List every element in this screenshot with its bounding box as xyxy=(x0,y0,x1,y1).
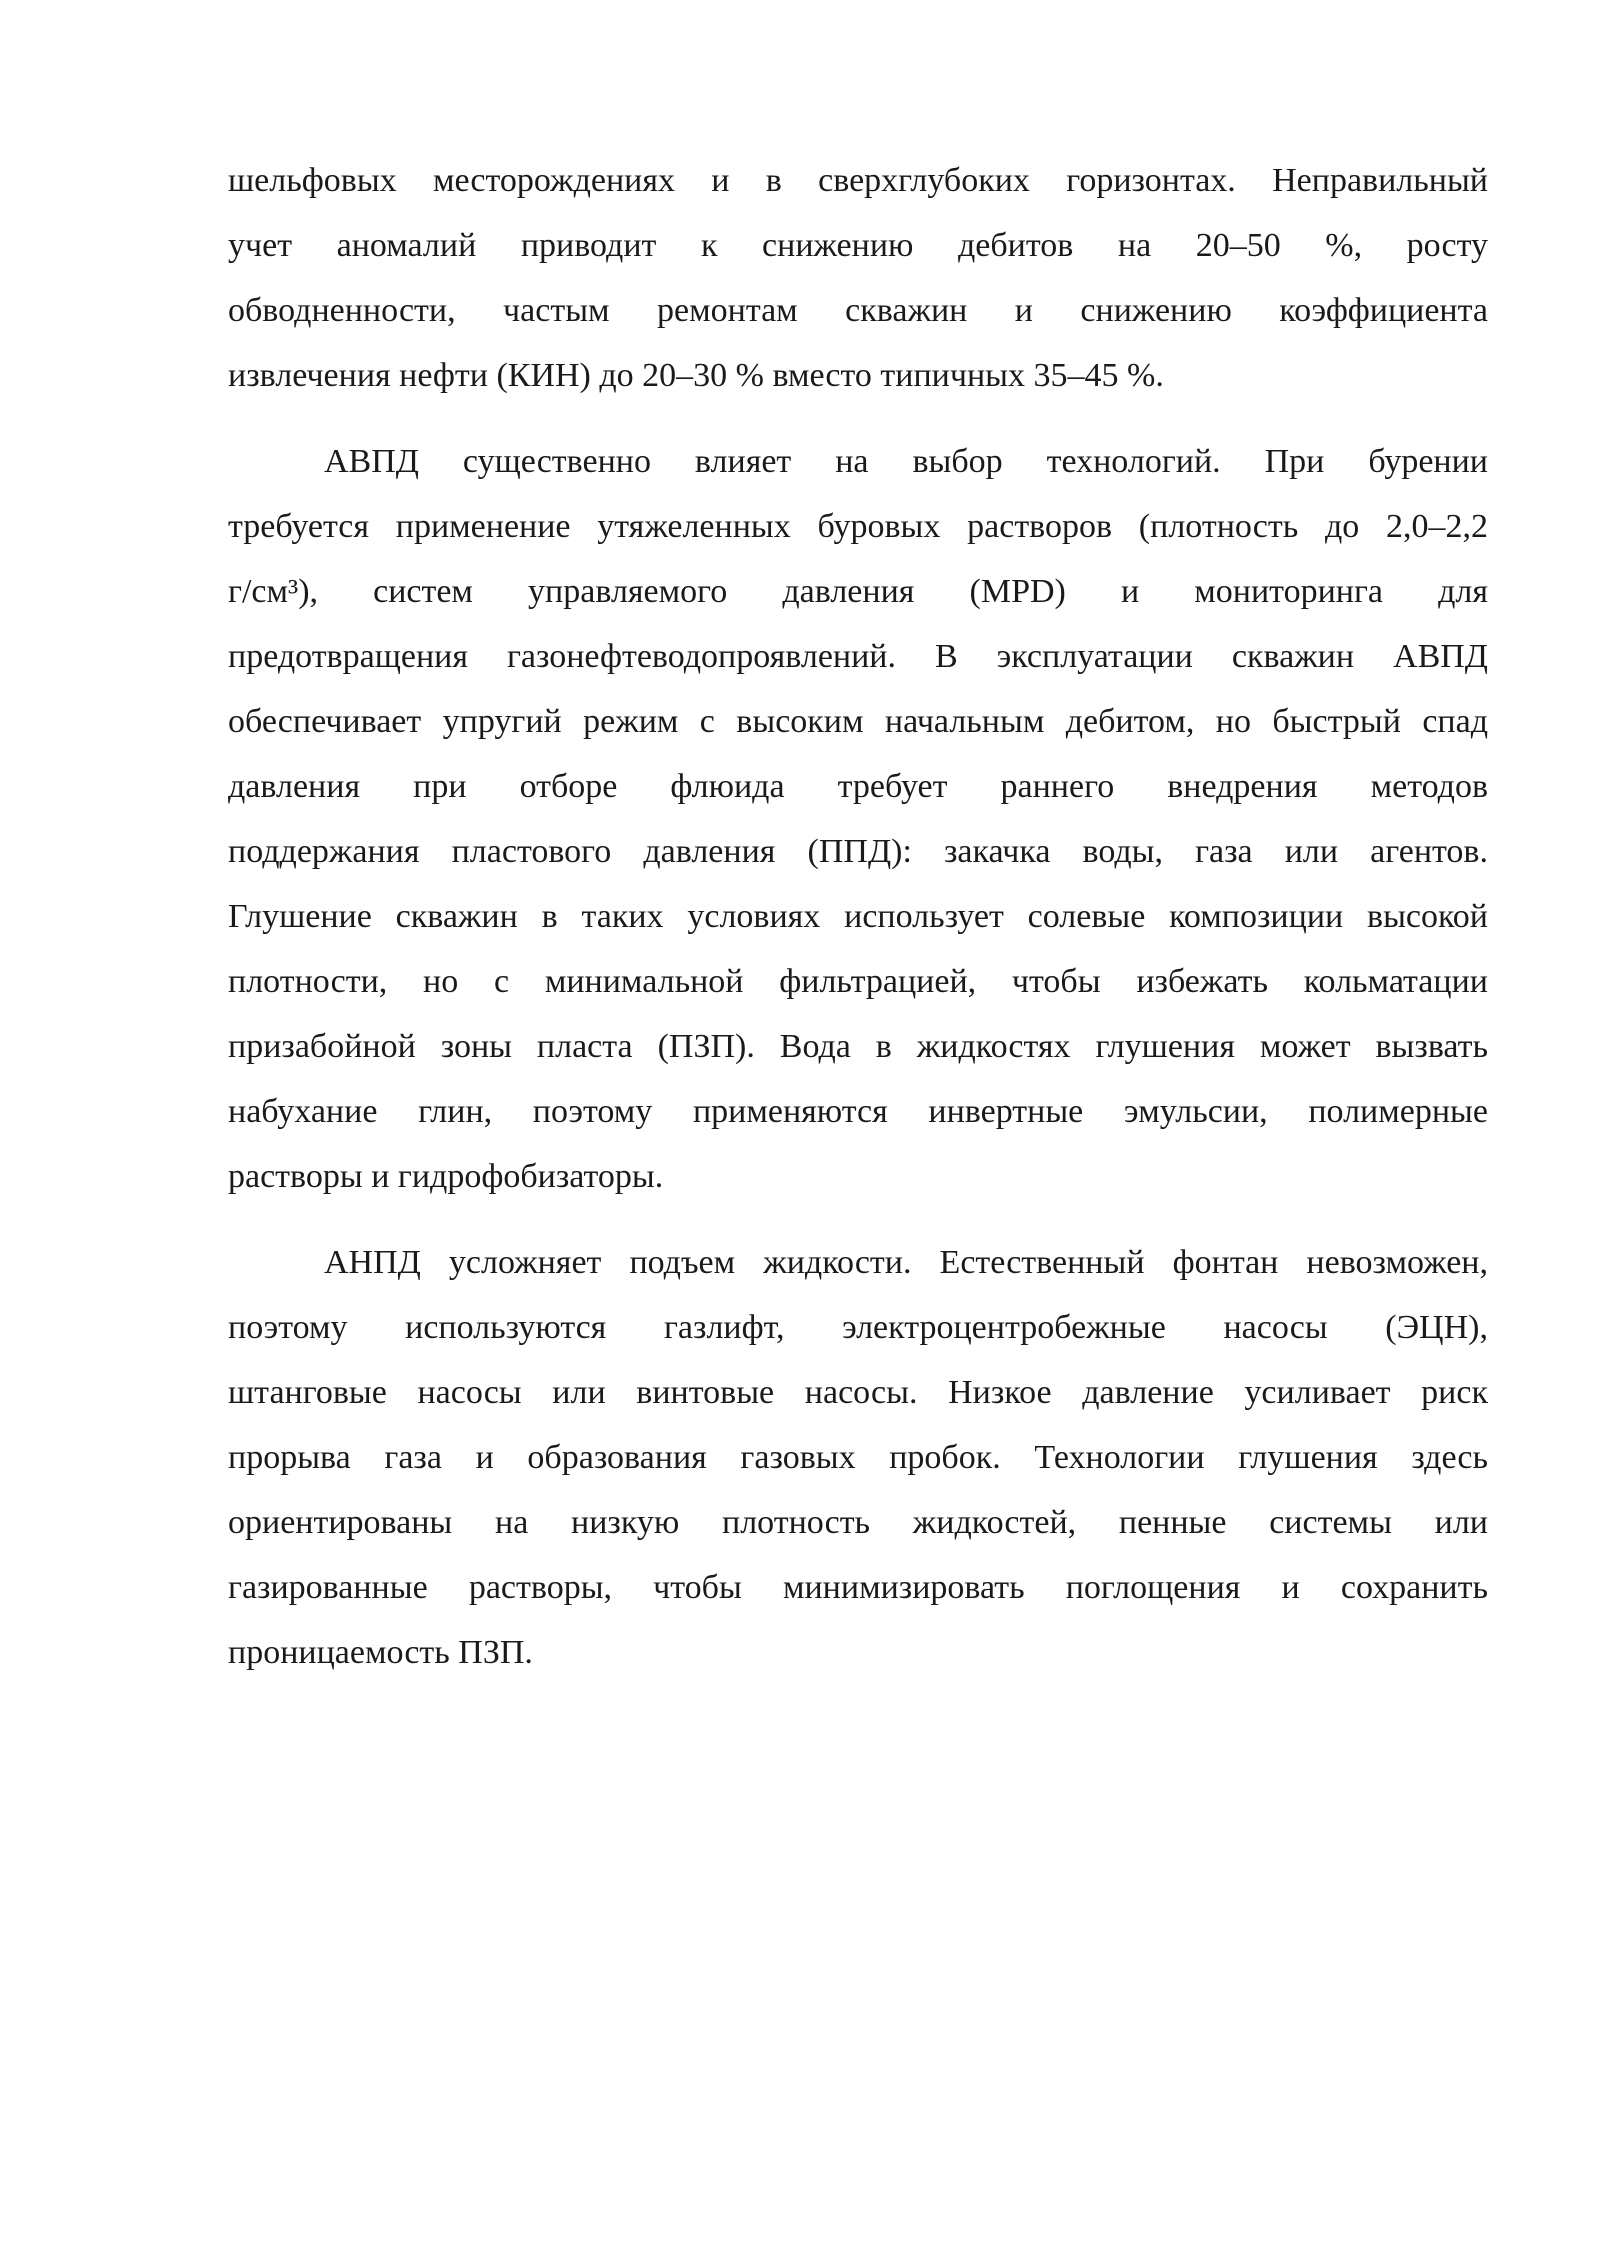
text-line: давления при отборе флюида требует раннего внедрения методов xyxy=(228,768,1488,805)
text-line: обводненности, частым ремонтам скважин и снижению коэффициента xyxy=(228,292,1488,329)
text-line: проницаемость ПЗП. xyxy=(228,1634,533,1671)
text-line: поэтому используются газлифт, электроцентробежные насосы (ЭЦН), xyxy=(228,1309,1488,1346)
text-line: предотвращения газонефтеводопроявлений. В эксплуатации скважин АВПД xyxy=(228,638,1488,675)
paragraph-anpd xyxy=(228,1230,1488,1685)
text-line: прорыва газа и образования газовых пробок. Технологии глушения здесь xyxy=(228,1439,1488,1476)
text-line: извлечения нефти (КИН) до 20–30 % вместо типичных 35–45 %. xyxy=(228,357,1164,394)
text-line: обеспечивает упругий режим с высоким начальным дебитом, но быстрый спад xyxy=(228,703,1488,740)
text-line: АВПД существенно влияет на выбор технологий. При бурении xyxy=(324,443,1488,480)
text-line: призабойной зоны пласта (ПЗП). Вода в жидкостях глушения может вызвать xyxy=(228,1028,1488,1065)
paragraph-avpd xyxy=(228,429,1488,1209)
text-line: набухание глин, поэтому применяются инвертные эмульсии, полимерные xyxy=(228,1093,1488,1130)
paragraph-continuation xyxy=(228,148,1488,408)
text-line: шельфовых месторождениях и в сверхглубоких горизонтах. Неправильный xyxy=(228,162,1488,199)
text-line: АНПД усложняет подъем жидкости. Естественный фонтан невозможен, xyxy=(324,1244,1488,1281)
text-line: ориентированы на низкую плотность жидкостей, пенные системы или xyxy=(228,1504,1488,1541)
text-line: газированные растворы, чтобы минимизировать поглощения и сохранить xyxy=(228,1569,1488,1606)
text-line: поддержания пластового давления (ППД): закачка воды, газа или агентов. xyxy=(228,833,1488,870)
text-line: требуется применение утяжеленных буровых растворов (плотность до 2,0–2,2 xyxy=(228,508,1488,545)
text-line: растворы и гидрофобизаторы. xyxy=(228,1158,664,1195)
text-line: г/см³), систем управляемого давления (MPD) и мониторинга для xyxy=(228,573,1488,610)
text-line: плотности, но с минимальной фильтрацией, чтобы избежать кольматации xyxy=(228,963,1488,1000)
text-line: учет аномалий приводит к снижению дебитов на 20–50 %, росту xyxy=(228,227,1488,264)
text-line: Глушение скважин в таких условиях использует солевые композиции высокой xyxy=(228,898,1488,935)
text-line: штанговые насосы или винтовые насосы. Низкое давление усиливает риск xyxy=(228,1374,1488,1411)
body-text xyxy=(228,148,1488,1685)
